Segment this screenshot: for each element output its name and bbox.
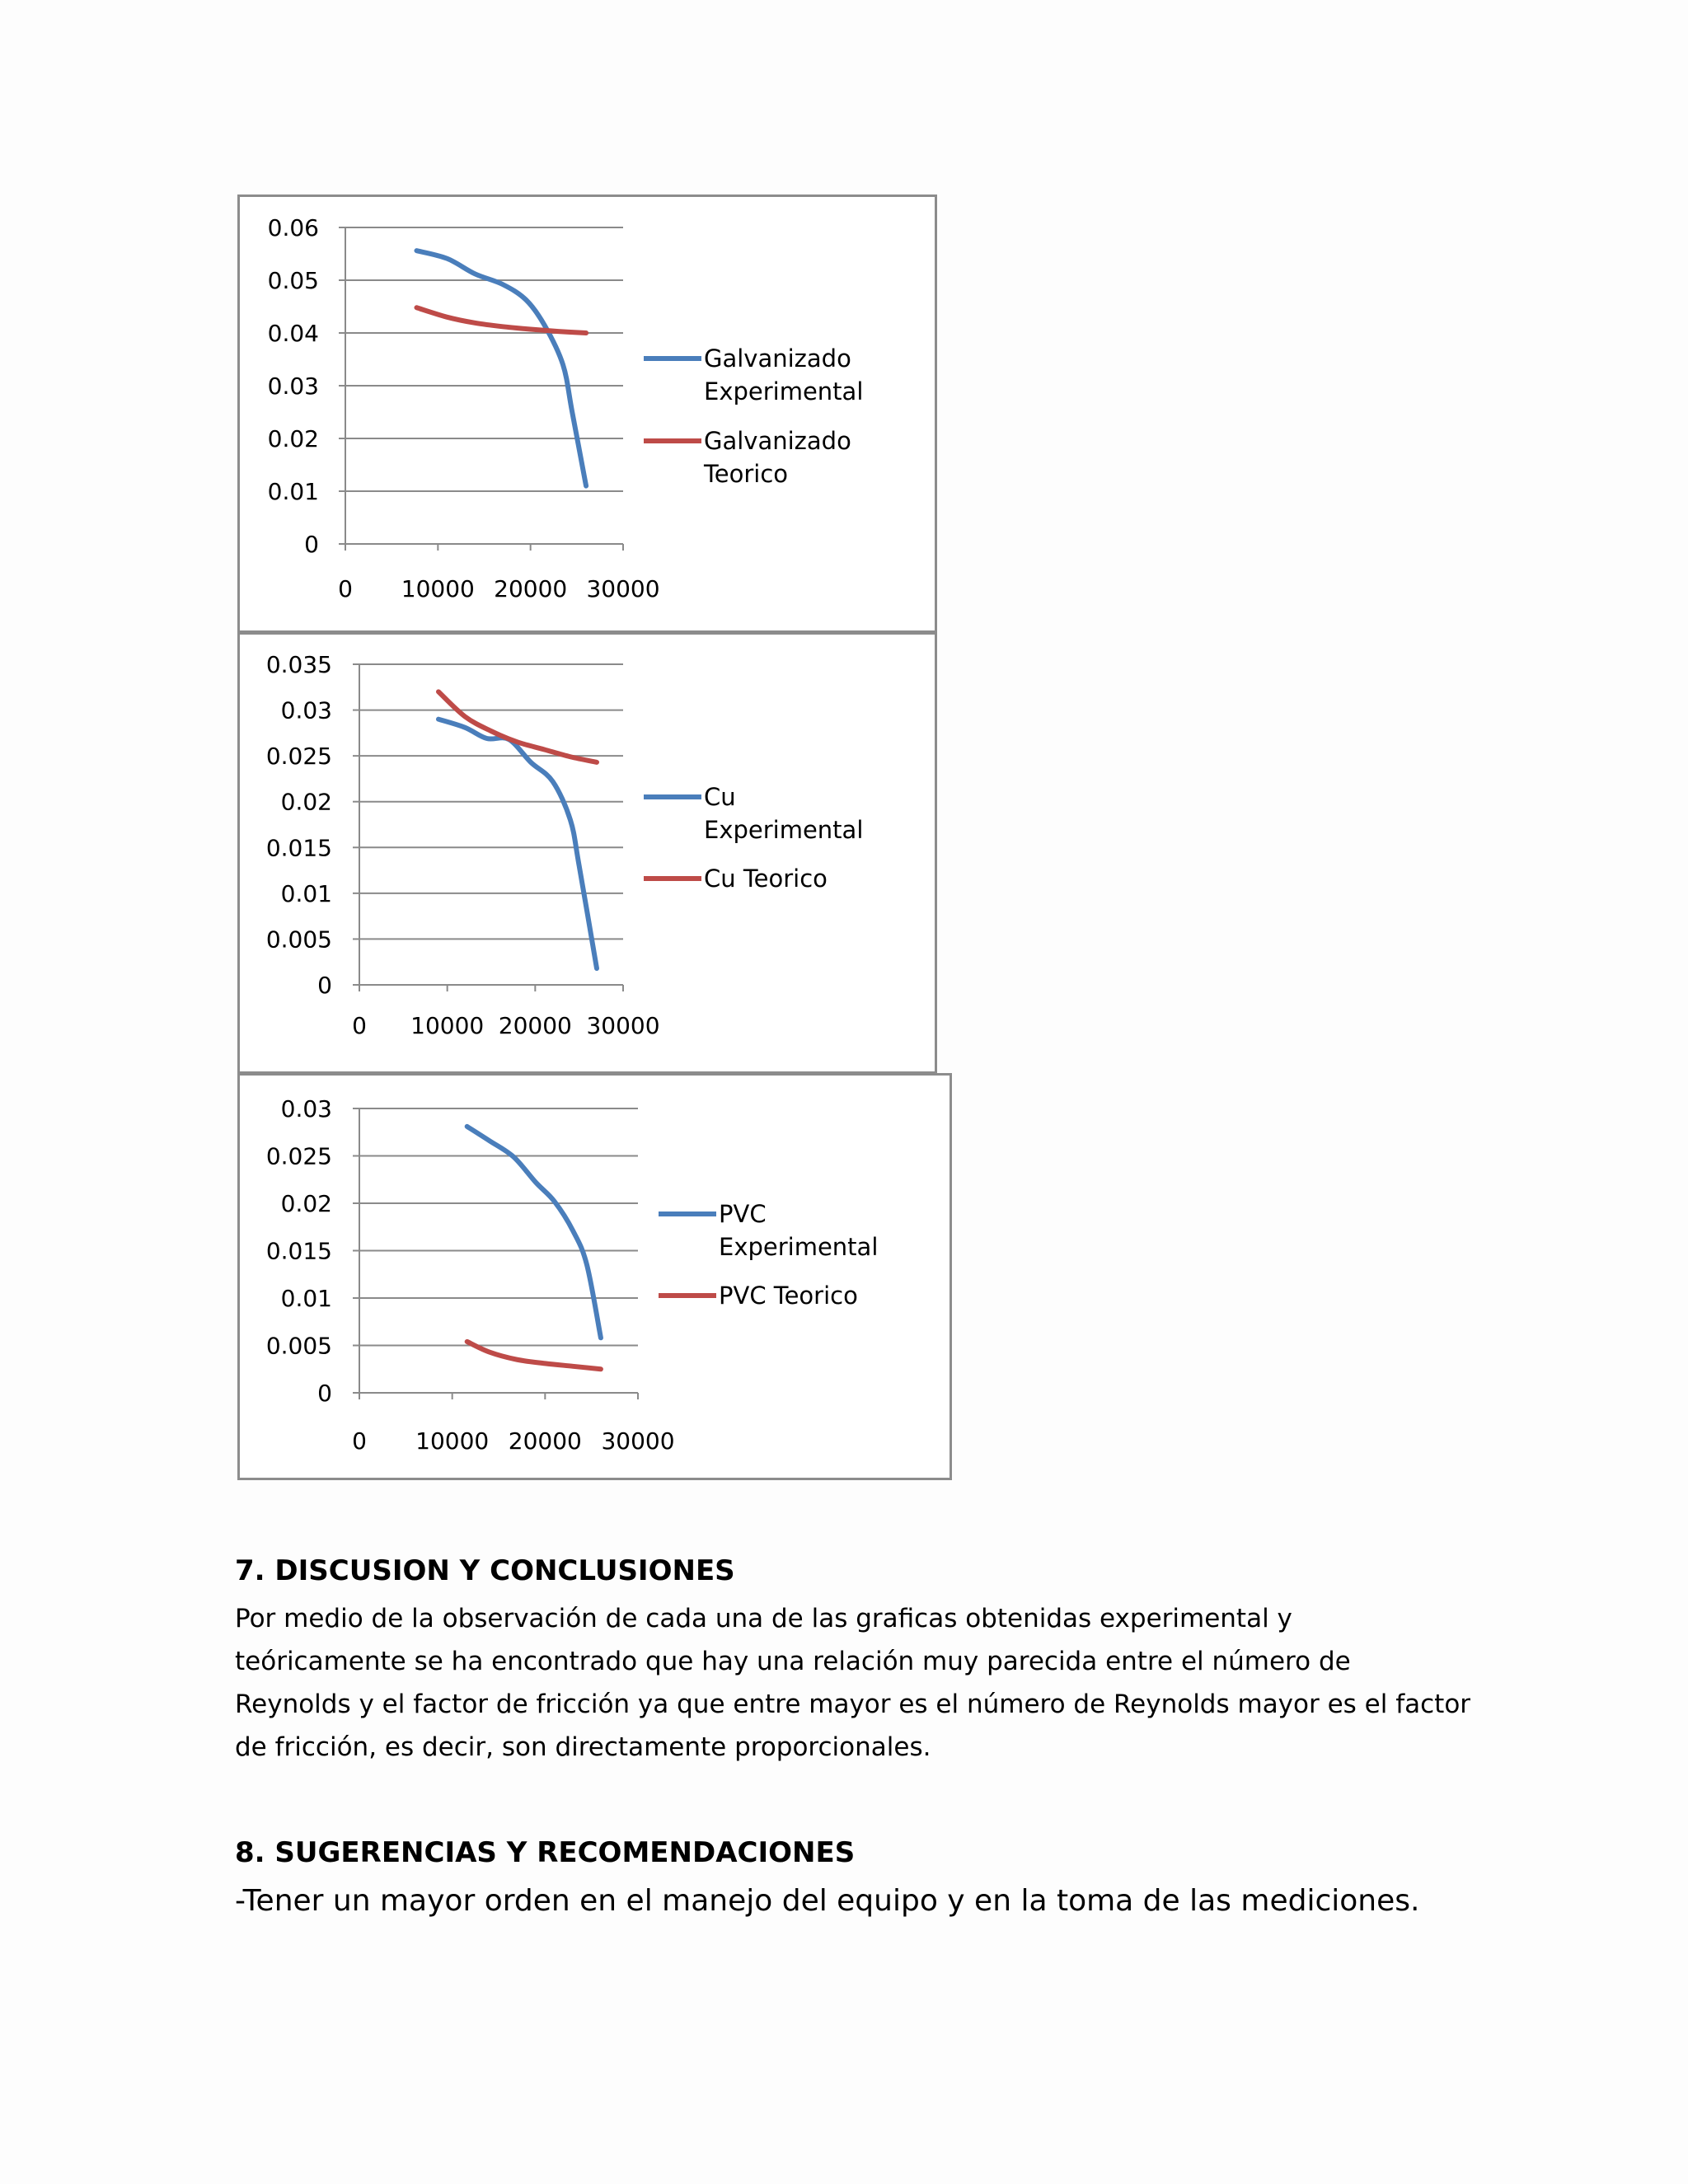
chart-pvc-svg [240,1076,954,1483]
chart-cu [237,632,937,1074]
x-tick-label: 0 [352,1012,367,1039]
y-tick-label: 0.03 [280,1095,332,1122]
y-tick-label: 0 [317,972,332,999]
y-tick-label: 0.01 [280,1285,332,1312]
legend-label: Teorico [704,460,789,488]
chart-galvanizado [237,194,937,633]
y-tick-label: 0.02 [280,788,332,816]
y-tick-label: 0.005 [265,1332,332,1360]
x-tick-label: 20000 [498,1012,572,1039]
y-tick-label: 0.025 [265,1142,332,1170]
series-line [416,307,586,333]
discussion-heading: 7. DISCUSION Y CONCLUSIONES [235,1554,735,1587]
series-line [467,1127,601,1338]
x-tick-label: 20000 [508,1427,582,1455]
suggestions-heading: 8. SUGERENCIAS Y RECOMENDACIONES [235,1836,856,1869]
y-tick-label: 0.02 [267,425,319,452]
legend-label: Galvanizado [704,344,851,373]
y-tick-label: 0.03 [280,696,332,724]
chart-galvanizado-svg [240,197,940,635]
chart-cu-svg [240,635,940,1076]
y-tick-label: 0.005 [265,926,332,954]
y-tick-label: 0.025 [265,743,332,771]
y-tick-label: 0.06 [267,214,319,241]
chart-pvc [237,1073,952,1480]
discussion-paragraph: Por medio de la observación de cada una de las graficas obtenidas experimental y teóricamente se ha encontrado que hay una relación muy parecida entre el número de Reynolds y el factor de fricción ya que entre mayor es el número de Reynolds mayor es el factor de fricción, es decir, son directamente proporcionales. [235,1604,1471,1762]
x-tick-label: 10000 [401,575,475,602]
legend-label: Experimental [704,377,864,405]
x-tick-label: 30000 [601,1427,675,1455]
y-tick-label: 0.03 [267,373,319,400]
legend-label: Galvanizado [704,427,851,455]
y-tick-label: 0.04 [267,320,319,347]
y-tick-label: 0.02 [280,1190,332,1217]
legend-label: Cu Teorico [704,865,828,893]
x-tick-label: 10000 [415,1427,490,1455]
y-tick-label: 0.015 [265,1237,332,1265]
y-tick-label: 0 [304,531,319,558]
legend-label: Cu [704,783,736,811]
legend-label: PVC [719,1200,767,1228]
x-tick-label: 10000 [410,1012,485,1039]
legend-label: Experimental [704,816,864,844]
y-tick-label: 0.01 [280,879,332,907]
x-tick-label: 0 [352,1427,367,1455]
y-tick-label: 0.015 [265,834,332,862]
x-tick-label: 0 [338,575,353,602]
legend-label: PVC Teorico [719,1282,858,1310]
series-line [416,251,586,485]
y-tick-label: 0.035 [265,651,332,678]
legend-label: Experimental [719,1233,879,1261]
y-tick-label: 0.05 [267,267,319,294]
x-tick-label: 30000 [586,575,660,602]
x-tick-label: 20000 [494,575,568,602]
y-tick-label: 0 [317,1380,332,1407]
y-tick-label: 0.01 [267,478,319,505]
suggestions-text: -Tener un mayor orden en el manejo del equipo y en la toma de las mediciones. [235,1884,1420,1918]
x-tick-label: 30000 [586,1012,660,1039]
